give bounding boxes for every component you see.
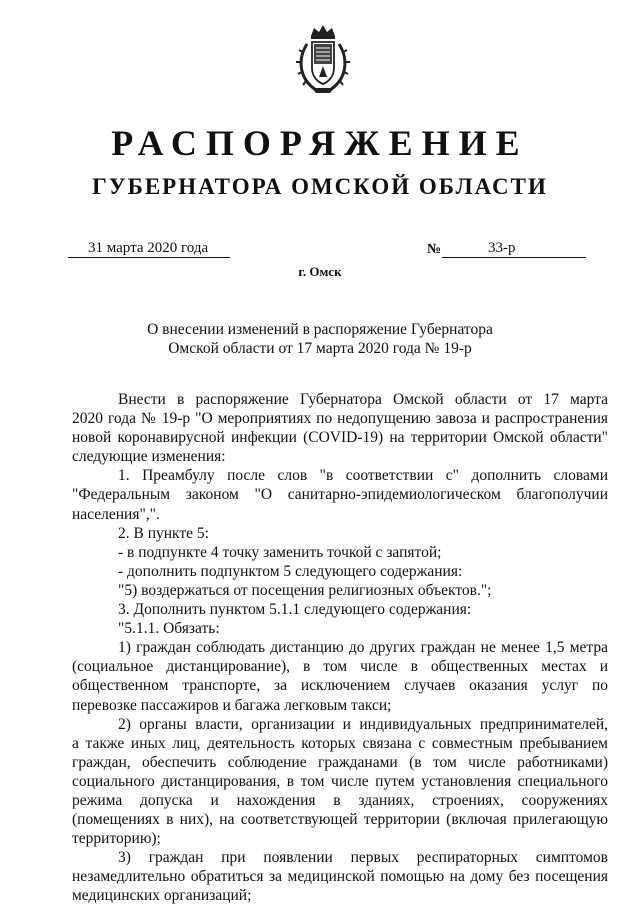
body-line: следующие изменения:: [72, 448, 226, 466]
body-line: медицинских организаций;: [72, 887, 252, 905]
body-line: "5) воздержаться от посещения религиозных объектов.";: [118, 581, 492, 599]
body-line: "5.1.1. Обязать:: [118, 620, 220, 638]
document-number: 33-р: [442, 239, 586, 258]
document-body: [72, 390, 608, 906]
body-line: режима допуска и нахождения в зданиях, строениях, сооружениях: [72, 791, 608, 809]
body-line: - дополнить подпунктом 5 следующего содержания:: [118, 562, 463, 580]
body-line: 2020 года № 19-р "О мероприятиях по недопущению завоза и распространения: [72, 410, 608, 428]
document-date: 31 марта 2020 года: [68, 239, 230, 258]
coat-of-arms-emblem: [294, 22, 352, 96]
body-line: перевозке пассажиров и багажа легковым такси;: [72, 696, 392, 714]
body-line: 1. Преамбулу после слов "в соответствии с" дополнить словами: [118, 467, 608, 485]
body-line: (социальное дистанцирование), в том числе в общественных местах и: [72, 658, 608, 676]
body-line: общественном транспорте, за исключением случаев оказания услуг по: [72, 677, 608, 695]
body-line: а также иных лиц, деятельность которых связана с совместным пребыванием: [72, 734, 608, 752]
body-line: 2. В пункте 5:: [118, 524, 209, 542]
document-subtitle: ГУБЕРНАТОРА ОМСКОЙ ОБЛАСТИ: [92, 174, 548, 199]
body-line: 3. Дополнить пунктом 5.1.1 следующего содержания:: [118, 601, 472, 619]
body-line: 2) органы власти, организации и индивидуальных предпринимателей,: [118, 715, 608, 733]
body-line: населения",".: [72, 505, 160, 523]
body-line: (помещениях в них), на соответствующей территории (включая прилегающую: [72, 811, 608, 829]
body-line: незамедлительно обратиться за медицинской помощью на дому без посещения: [72, 868, 608, 886]
number-label: №: [427, 242, 442, 257]
document-title: РАСПОРЯЖЕНИЕ: [111, 123, 529, 163]
body-line: новой коронавирусной инфекции (COVID-19) на территории Омской области": [72, 429, 608, 447]
subject-line: Омской области от 17 марта 2020 года № 19-р: [168, 340, 472, 357]
subject-line: О внесении изменений в распоряжение Губернатора: [147, 321, 493, 338]
body-line: "Федеральным законом "О санитарно-эпидемиологическом благополучии: [72, 486, 608, 504]
document-subject: [0, 320, 640, 358]
body-line: 1) граждан соблюдать дистанцию до других граждан не менее 1,5 метра: [118, 639, 608, 657]
body-line: граждан, обеспечить соблюдение гражданами (в том числе работниками): [72, 753, 608, 771]
body-line: социального дистанцирования, в том числе путем установления специального: [72, 772, 608, 790]
body-line: территорию);: [72, 830, 161, 848]
document-city: г. Омск: [298, 264, 342, 279]
body-line: 3) граждан при появлении первых респираторных симптомов: [118, 849, 608, 867]
body-line: Внести в распоряжение Губернатора Омской области от 17 марта: [118, 391, 608, 408]
body-line: - в подпункте 4 точку заменить точкой с запятой;: [118, 543, 442, 561]
